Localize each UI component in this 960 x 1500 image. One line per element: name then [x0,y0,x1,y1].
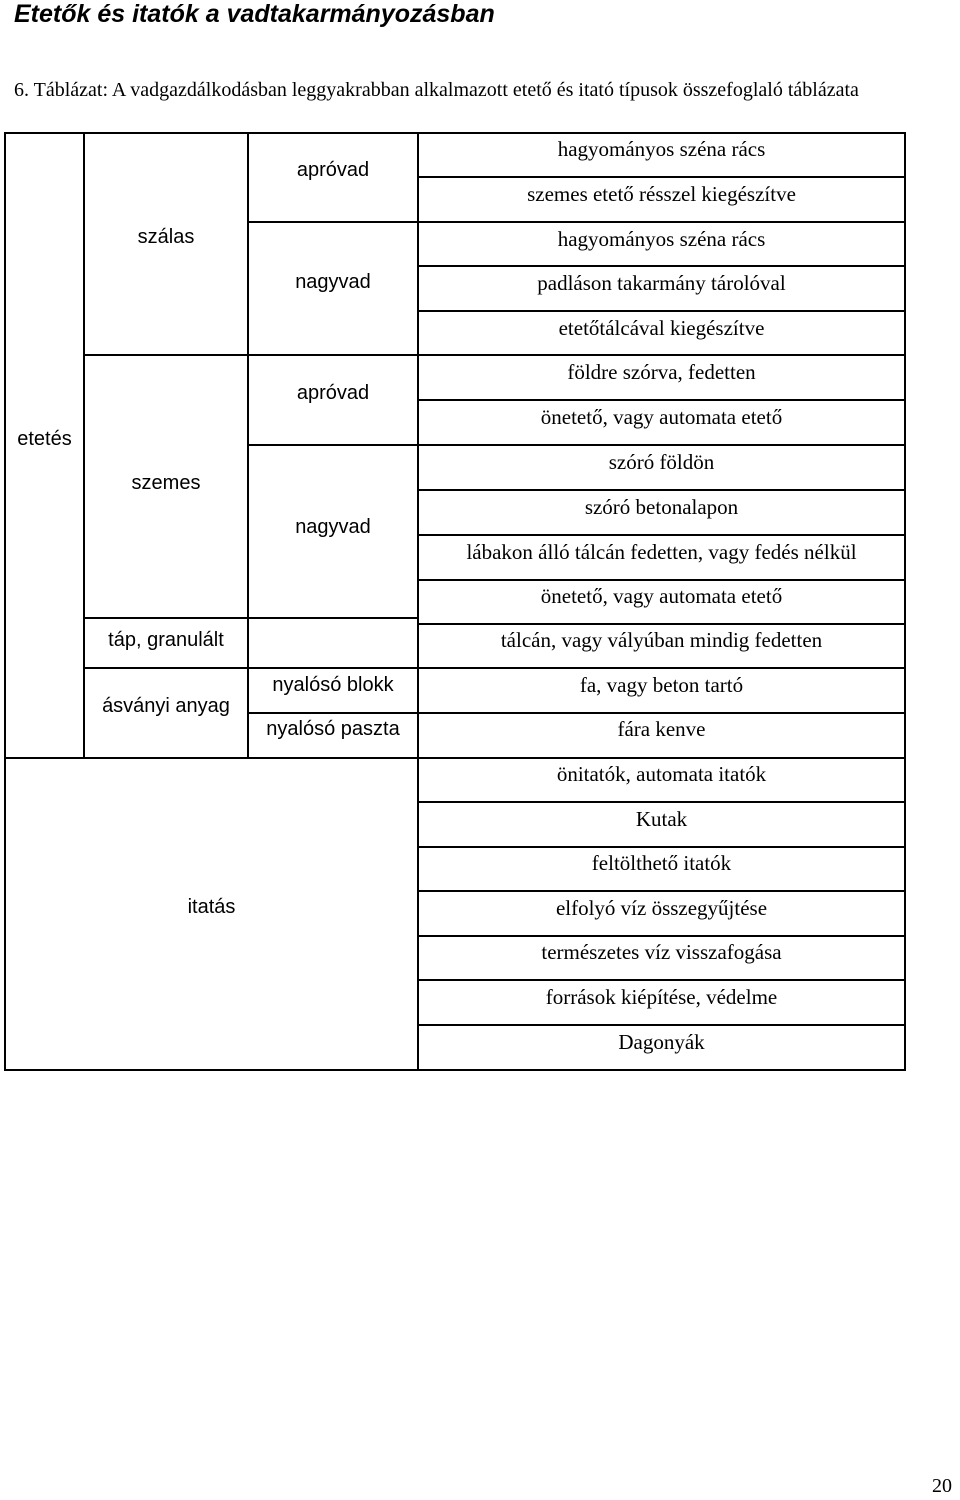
feeder-description: fára kenve [617,717,706,741]
feeder-description: fa, vagy beton tartó [579,673,744,697]
feeder-description: önetető, vagy automata etető [540,584,783,608]
lick-type-paszta: nyalósó paszta [266,718,400,740]
feeder-description: lábakon álló tálcán fedetten, vagy fedés nélkül [466,540,857,564]
lick-type-blokk: nyalósó blokk [272,674,394,696]
waterer-description: források kiépítése, védelme [545,985,778,1009]
page-header-title: Etetők és itatók a vadtakarmányozásban [14,0,495,28]
feeder-description: hagyományos széna rács [557,137,766,161]
feed-type-asvanyi: ásványi anyag [102,695,230,717]
feeder-description: padláson takarmány tárolóval [537,271,786,295]
feeder-description: szóró földön [608,450,715,474]
waterer-description: elfolyó víz összegyűjtése [555,896,768,920]
waterer-description: önitatók, automata itatók [556,762,767,786]
game-type-aprovad: apróvad [296,159,370,181]
game-type-nagyvad: nagyvad [295,271,371,293]
feeder-description: szemes etető résszel kiegészítve [527,182,796,206]
feeder-description: hagyományos széna rács [557,227,766,251]
feed-type-tap: táp, granulált [108,629,224,651]
feeder-description: tálcán, vagy vályúban mindig fedetten [500,628,823,652]
waterer-description: Kutak [635,807,688,831]
feeder-description: földre szórva, fedetten [567,360,756,384]
feed-type-szemes: szemes [131,472,201,494]
category-watering: itatás [187,896,236,918]
game-type-nagyvad: nagyvad [295,516,371,538]
page-number: 20 [932,1475,952,1497]
table-caption: 6. Táblázat: A vadgazdálkodásban leggyakrabban alkalmazott etető és itató típusok összefoglaló táblázata [14,79,859,101]
feeder-description: önetető, vagy automata etető [540,405,783,429]
game-type-aprovad: apróvad [296,382,370,404]
waterer-description: természetes víz visszafogása [541,940,782,964]
category-feeding: etetés [17,428,72,450]
waterer-description: feltölthető itatók [591,851,732,875]
feeder-description: szóró betonalapon [584,495,739,519]
waterer-description: Dagonyák [618,1030,705,1054]
feed-type-szalas: szálas [137,226,195,248]
feeder-description: etetőtálcával kiegészítve [558,316,765,340]
